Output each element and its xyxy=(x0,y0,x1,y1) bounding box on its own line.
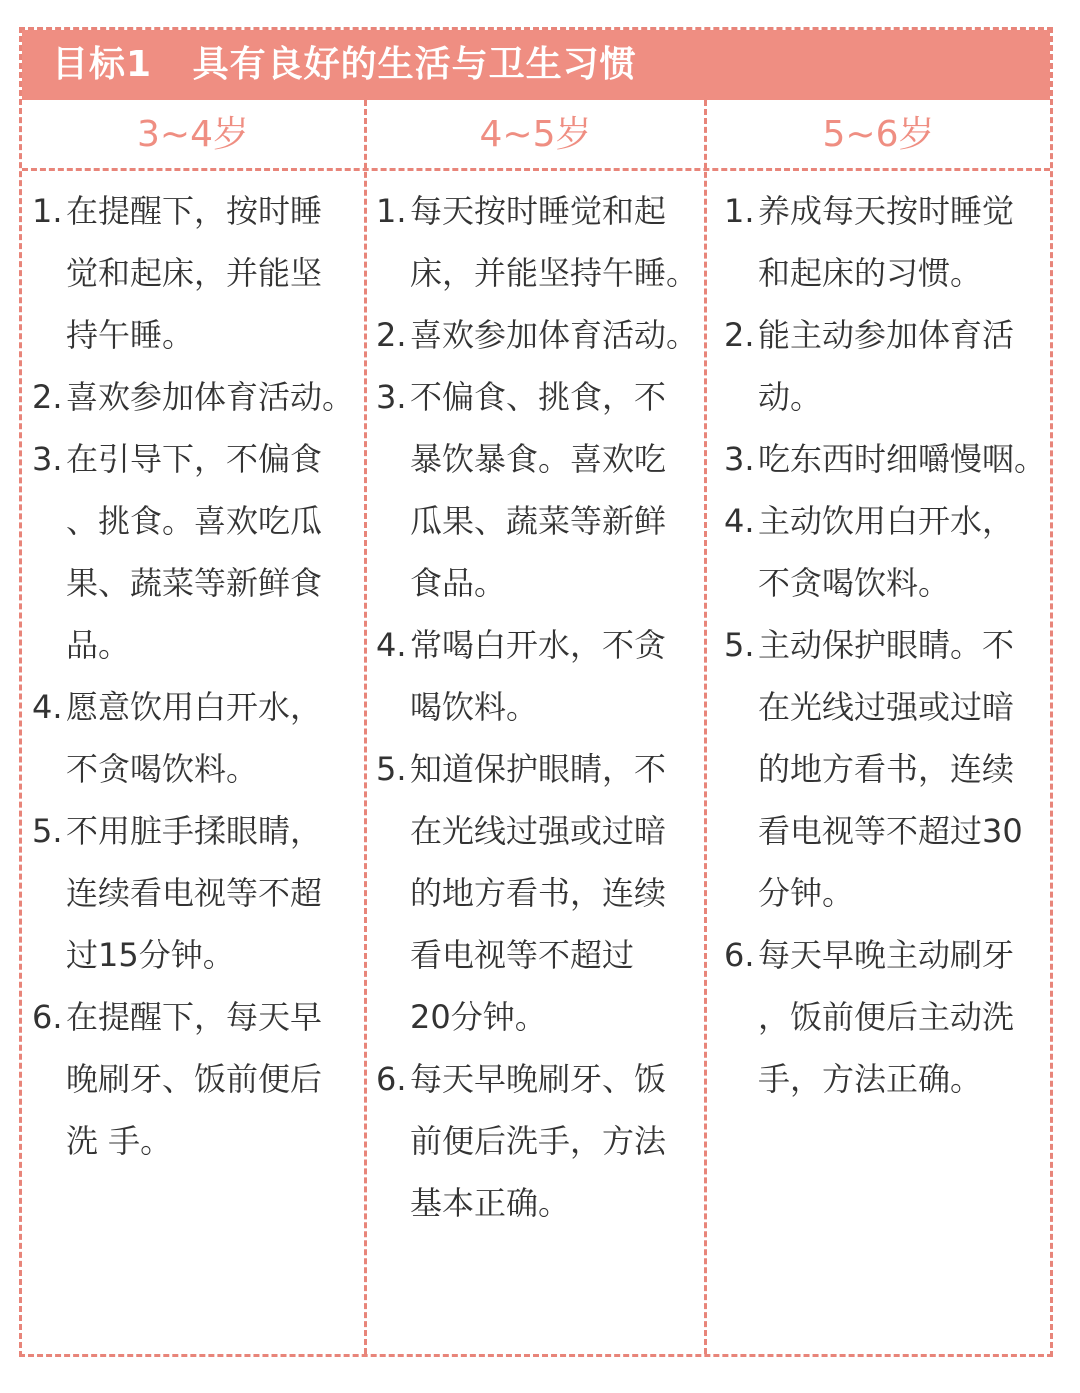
goal-item xyxy=(32,800,362,986)
goal-item-line: 在光线过强或过暗 xyxy=(758,688,1015,726)
goal-item-line: 在光线过强或过暗 xyxy=(410,812,667,850)
goal-item-line: 洗 手。 xyxy=(66,1122,173,1160)
goal-item-number: 1. xyxy=(376,192,407,230)
goal-item xyxy=(32,366,362,428)
goal-item-number: 6. xyxy=(32,998,63,1036)
goal-item-line: 食品。 xyxy=(410,564,507,602)
goal-item-line: 的地方看书，连续 xyxy=(758,750,1015,788)
goal-item-line: 看电视等不超过 xyxy=(410,936,635,974)
goal-item-number: 3. xyxy=(376,378,407,416)
goal-item-line: 喜欢参加体育活动。 xyxy=(66,378,355,416)
page-title: 目标1 具有良好的生活与卫生习惯 xyxy=(52,44,637,85)
goal-item xyxy=(376,180,702,304)
goal-item xyxy=(32,180,362,366)
column-divider xyxy=(364,100,367,1354)
goal-item-line: 觉和起床，并能坚 xyxy=(66,254,323,292)
goal-item-number: 2. xyxy=(724,316,755,354)
goal-item-line: 和起床的习惯。 xyxy=(758,254,983,292)
goal-item-number: 1. xyxy=(724,192,755,230)
goal-item-line: 能主动参加体育活 xyxy=(758,316,1015,354)
goal-item-line: 的地方看书，连续 xyxy=(410,874,667,912)
goal-item-line: 在引导下，不偏食 xyxy=(66,440,323,478)
goal-item-line: 暴饮暴食。喜欢吃 xyxy=(410,440,667,478)
goal-item-line: 晚刷牙、饭前便后 xyxy=(66,1060,323,1098)
goal-item-line: 分钟。 xyxy=(758,874,855,912)
age-header-5-6: 5~6岁 xyxy=(822,114,935,155)
goal-item-line: 不贪喝饮料。 xyxy=(758,564,951,602)
goal-item-line: 在提醒下，按时睡 xyxy=(66,192,323,230)
column-3-4 xyxy=(32,180,362,1172)
goal-item xyxy=(724,180,1052,304)
goal-item-number: 4. xyxy=(376,626,407,664)
goal-item-line: 基本正确。 xyxy=(410,1184,571,1222)
goal-item-number: 5. xyxy=(376,750,407,788)
goal-item-number: 3. xyxy=(724,440,755,478)
goal-item-line: 不用脏手揉眼睛， xyxy=(66,812,323,850)
header-divider xyxy=(22,168,1050,171)
goal-item-number: 5. xyxy=(724,626,755,664)
goal-item-number: 1. xyxy=(32,192,63,230)
goal-item xyxy=(724,614,1052,924)
goal-item-line: 每天早晚刷牙、饭 xyxy=(410,1060,667,1098)
age-header-3-4: 3~4岁 xyxy=(137,114,249,155)
goal-item xyxy=(724,924,1052,1110)
goal-item-line: 瓜果、蔬菜等新鲜 xyxy=(410,502,667,540)
goal-item xyxy=(376,738,702,1048)
goal-item-line: 动。 xyxy=(758,378,823,416)
goal-item-line: 过15分钟。 xyxy=(66,936,235,974)
goal-item-line: 每天按时睡觉和起 xyxy=(410,192,667,230)
goal-item-line: 看电视等不超过30 xyxy=(758,812,1023,850)
goal-item-number: 4. xyxy=(724,502,755,540)
goal-item-number: 6. xyxy=(724,936,755,974)
goal-item xyxy=(376,366,702,614)
goal-item-line: 知道保护眼睛，不 xyxy=(410,750,667,788)
goal-item-number: 4. xyxy=(32,688,63,726)
goal-item xyxy=(32,428,362,676)
goal-item xyxy=(724,304,1052,428)
goal-item-line: 每天早晚主动刷牙 xyxy=(758,936,1015,974)
goal-item-line: 连续看电视等不超 xyxy=(66,874,323,912)
goal-item-line: 养成每天按时睡觉 xyxy=(758,192,1015,230)
goal-item-line: 不贪喝饮料。 xyxy=(66,750,259,788)
goal-item-line: 果、蔬菜等新鲜食 xyxy=(66,564,323,602)
goal-item-number: 6. xyxy=(376,1060,407,1098)
goal-item xyxy=(376,1048,702,1234)
goal-item-line: 床，并能坚持午睡。 xyxy=(410,254,699,292)
goal-item-line: 愿意饮用白开水， xyxy=(66,688,323,726)
age-header-4-5: 4~5岁 xyxy=(479,114,592,155)
goal-item xyxy=(32,986,362,1172)
goal-item-line: 主动保护眼睛。不 xyxy=(758,626,1015,664)
goal-item-line: 20分钟。 xyxy=(410,998,547,1036)
column-4-5 xyxy=(376,180,702,1234)
goal-item-line: 在提醒下，每天早 xyxy=(66,998,323,1036)
goal-item xyxy=(32,676,362,800)
goal-item xyxy=(376,304,702,366)
goal-item-number: 5. xyxy=(32,812,63,850)
goal-item-number: 2. xyxy=(376,316,407,354)
goal-item-line: 前便后洗手，方法 xyxy=(410,1122,667,1160)
goal-item-line: 主动饮用白开水， xyxy=(758,502,1015,540)
goal-item-number: 3. xyxy=(32,440,63,478)
goal-item xyxy=(376,614,702,738)
column-divider xyxy=(704,100,707,1354)
column-5-6 xyxy=(724,180,1052,1110)
goal-item xyxy=(724,490,1052,614)
goal-item-line: 不偏食、挑食，不 xyxy=(410,378,667,416)
goal-item-line: 手，方法正确。 xyxy=(758,1060,983,1098)
goal-item-line: 常喝白开水，不贪 xyxy=(410,626,667,664)
goal-item-line: 、挑食。喜欢吃瓜 xyxy=(66,502,323,540)
goal-item-line: 持午睡。 xyxy=(66,316,195,354)
goal-item xyxy=(724,428,1052,490)
goal-item-line: 喜欢参加体育活动。 xyxy=(410,316,699,354)
goal-item-line: ，饭前便后主动洗 xyxy=(758,998,1015,1036)
goal-item-number: 2. xyxy=(32,378,63,416)
goal-item-line: 吃东西时细嚼慢咽。 xyxy=(758,440,1047,478)
goal-item-line: 品。 xyxy=(66,626,131,664)
goal-item-line: 喝饮料。 xyxy=(410,688,539,726)
